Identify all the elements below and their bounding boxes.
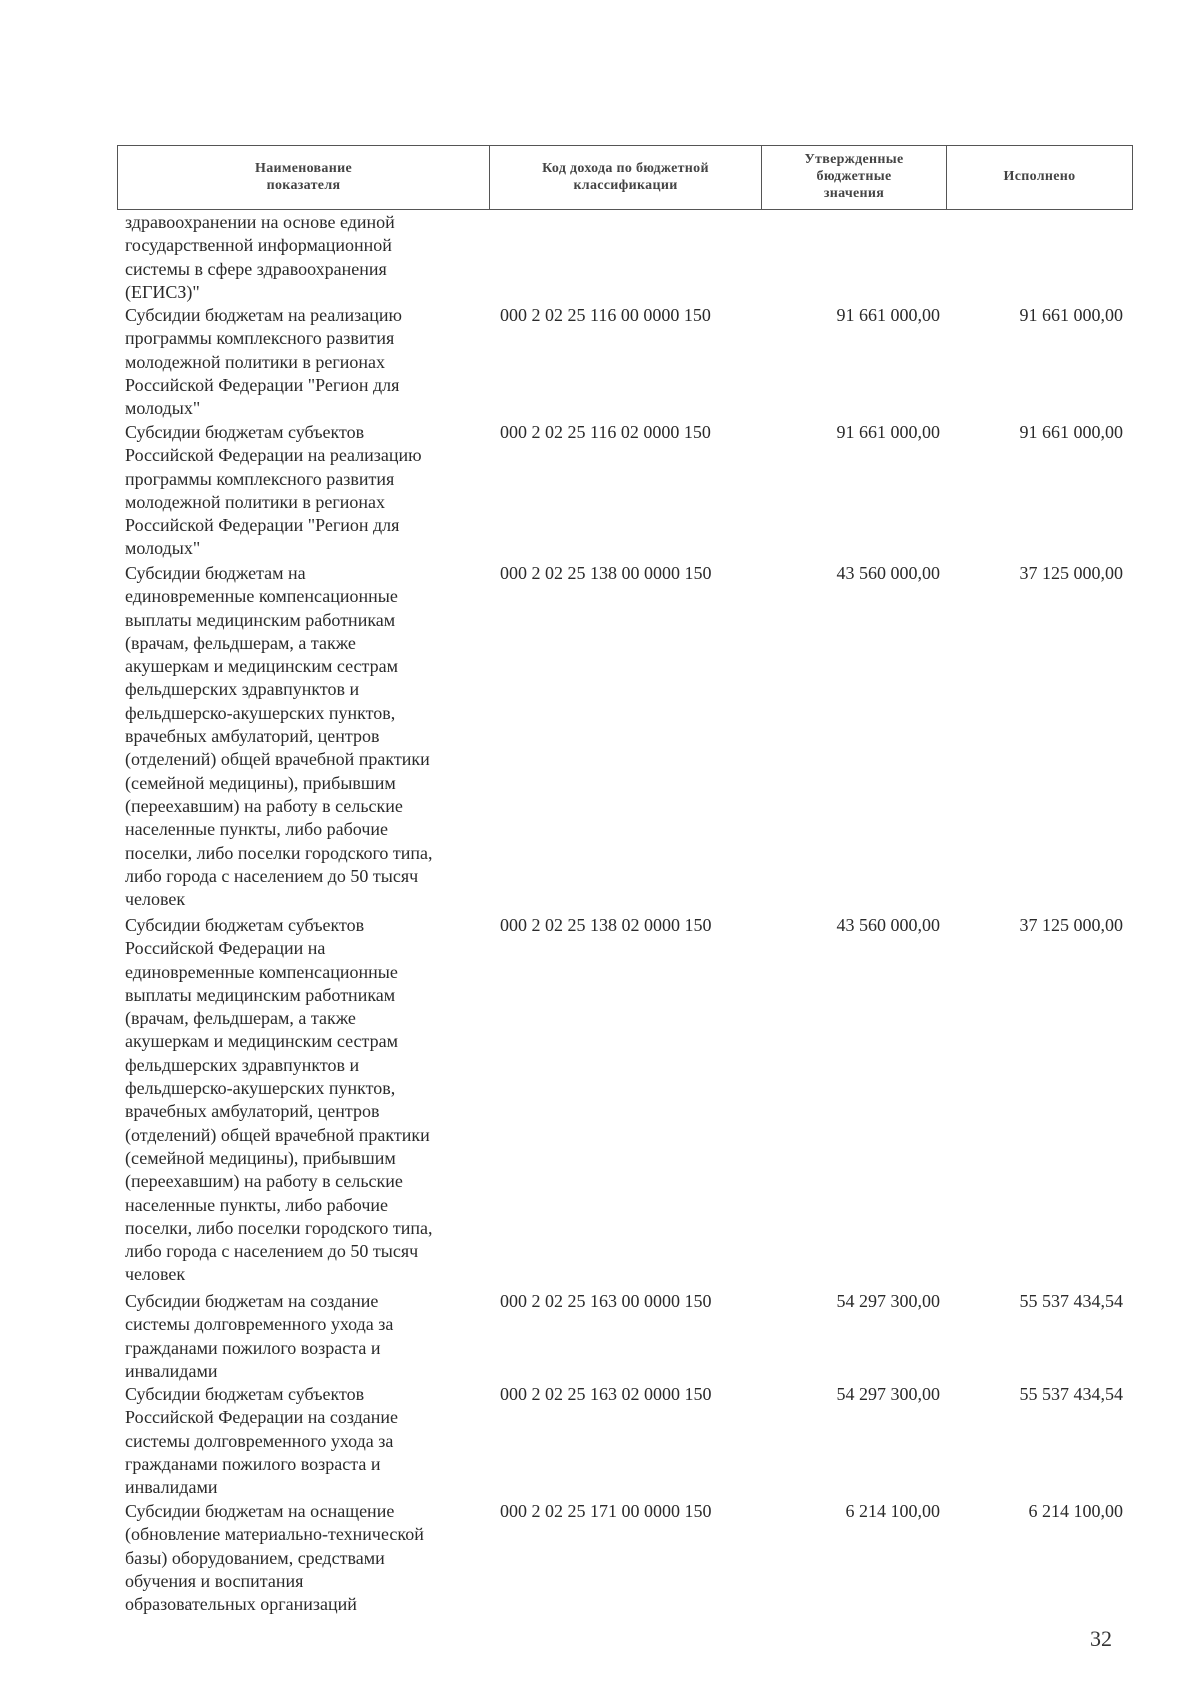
header-name: Наименование показателя xyxy=(118,146,490,209)
row-approved: 54 297 300,00 xyxy=(836,1291,940,1311)
row-name: Субсидии бюджетам субъектов Российской Федерации на единовременные компенсационные выплаты медицинским работникам (врачам, фельдшерам, а также акушеркам и медицинским сестрам фельдшерских здравпунктов и фельдшерско-акушерских пунктов, врачебных амбулаторий, центров (отделений) общей врачебной практики (семейной медицины), прибывшим (переехавшим) на работу в сельские населенные пункты, либо рабочие поселки, либо поселки городского типа, либо города с населением до 50 тысяч человек xyxy=(125,915,433,1285)
row-approved: 6 214 100,00 xyxy=(845,1501,940,1521)
row-code: 000 2 02 25 171 00 0000 150 xyxy=(500,1501,712,1521)
row-approved: 91 661 000,00 xyxy=(836,422,940,442)
header-code: Код дохода по бюджетной классификации xyxy=(490,146,762,209)
row-name: Субсидии бюджетам на создание системы долговременного ухода за гражданами пожилого возраста и инвалидами xyxy=(125,1291,394,1381)
row-approved: 91 661 000,00 xyxy=(836,305,940,325)
header-approved: Утвержденные бюджетные значения xyxy=(762,146,947,209)
row-code: 000 2 02 25 116 02 0000 150 xyxy=(500,422,711,442)
row-code: 000 2 02 25 116 00 0000 150 xyxy=(500,305,711,325)
row-name: Субсидии бюджетам на единовременные компенсационные выплаты медицинским работникам (врачам, фельдшерам, а также акушеркам и медицинским сестрам фельдшерских здравпунктов и фельдшерско-акушерских пунктов, врачебных амбулаторий, центров (отделений) общей врачебной практики (семейной медицины), прибывшим (переехавшим) на работу в сельские населенные пункты, либо рабочие поселки, либо поселки городского типа, либо города с населением до 50 тысяч человек xyxy=(125,563,433,910)
row-executed: 37 125 000,00 xyxy=(1019,563,1123,583)
row-name: Субсидии бюджетам субъектов Российской Федерации на создание системы долговременного ухода за гражданами пожилого возраста и инвалидами xyxy=(125,1384,399,1498)
page-number: 32 xyxy=(1090,1626,1112,1651)
row-approved: 43 560 000,00 xyxy=(836,915,940,935)
table-header xyxy=(117,145,1133,210)
row-code: 000 2 02 25 163 00 0000 150 xyxy=(500,1291,712,1311)
row-approved: 54 297 300,00 xyxy=(836,1384,940,1404)
row-name: здравоохранении на основе единой государственной информационной системы в сфере здравоохранения (ЕГИСЗ)" xyxy=(125,212,395,302)
row-name: Субсидии бюджетам на реализацию программы комплексного развития молодежной политики в регионах Российской Федерации "Регион для молодых" xyxy=(125,305,402,419)
row-executed: 55 537 434,54 xyxy=(1019,1384,1123,1404)
row-code: 000 2 02 25 163 02 0000 150 xyxy=(500,1384,712,1404)
row-name: Субсидии бюджетам на оснащение (обновление материально-технической базы) оборудованием, средствами обучения и воспитания образовательных организаций xyxy=(125,1501,424,1615)
row-executed: 91 661 000,00 xyxy=(1019,422,1123,442)
header-executed: Исполнено xyxy=(1003,169,1076,185)
row-name: Субсидии бюджетам субъектов Российской Федерации на реализацию программы комплексного развития молодежной политики в регионах Российской Федерации "Регион для молодых" xyxy=(125,422,422,559)
row-executed: 6 214 100,00 xyxy=(1028,1501,1123,1521)
row-approved: 43 560 000,00 xyxy=(836,563,940,583)
row-executed: 37 125 000,00 xyxy=(1019,915,1123,935)
row-code: 000 2 02 25 138 00 0000 150 xyxy=(500,563,712,583)
row-code: 000 2 02 25 138 02 0000 150 xyxy=(500,915,712,935)
row-executed: 91 661 000,00 xyxy=(1019,305,1123,325)
row-executed: 55 537 434,54 xyxy=(1019,1291,1123,1311)
